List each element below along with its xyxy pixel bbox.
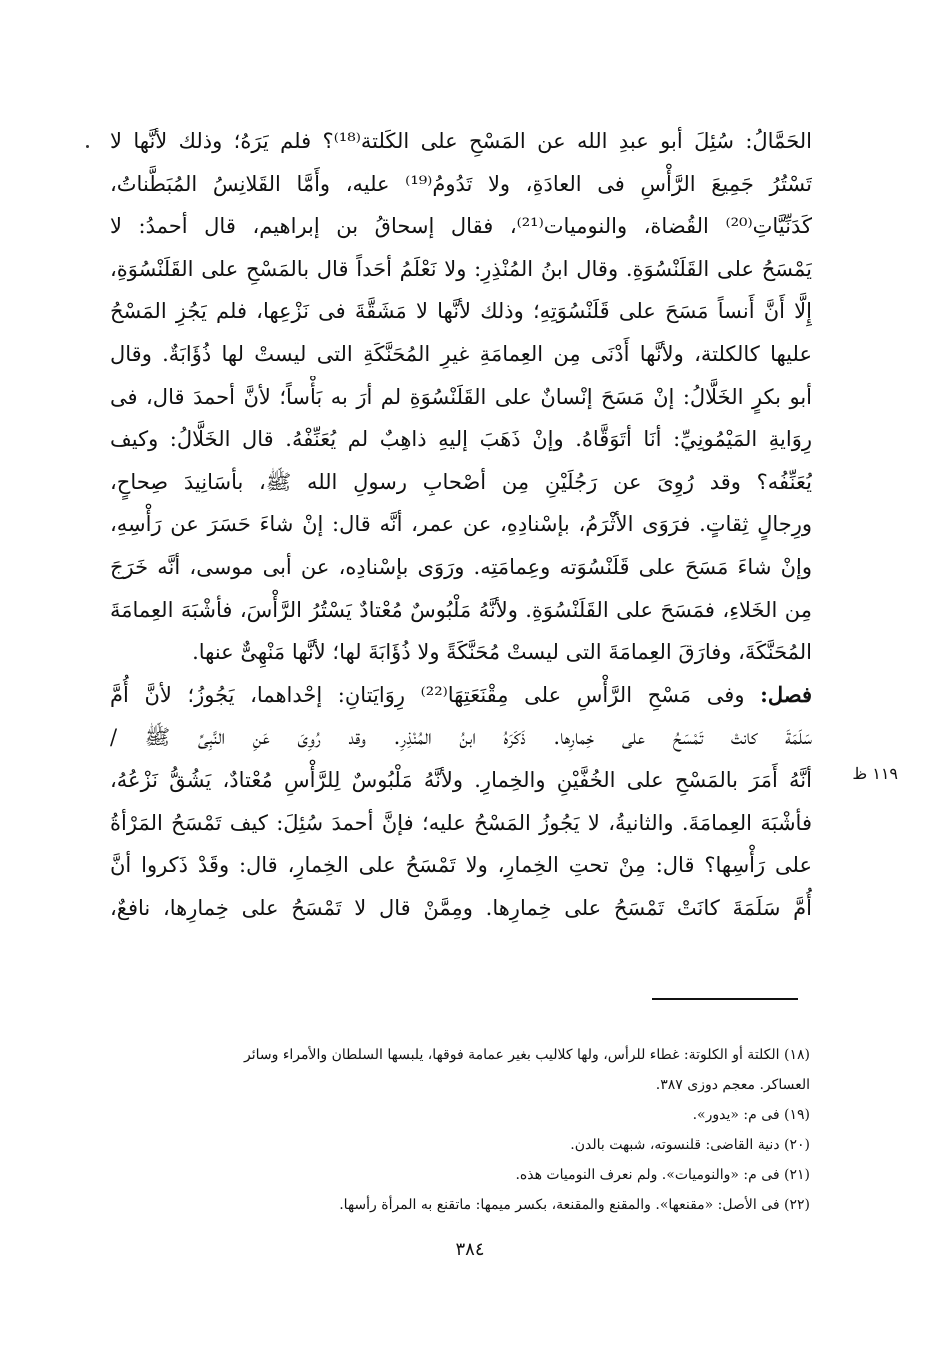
text-line: رِوَايةِ المَيْمُونِيِّ: أنَا أتَوَقَّاهُ. وإنْ ذَهَبَ إليهِ ذاهِبٌ لم يُعَنِّفْهُ. قال الخَلَّالُ: وكيف	[110, 427, 812, 452]
text-line: يَمْسَحُ على القَلَنْسُوَةِ. وقال ابنُ المُنْذِرِ: ولا نَعْلَمُ أحَداً قال بالمَسْحِ على القَلَنْسُوَةِ،	[110, 256, 812, 281]
section-label: فصل:	[760, 681, 812, 707]
text-line: مِن الخَلاءِ، فمَسَحَ على القَلَنْسُوَةِ. ولأنَّهُ مَلْبُوسٌ مُعْتادٌ يَسْتُرُ الرَّأْسَ، فأشْبَهَ العِمامَةَ	[110, 597, 812, 622]
text-line: سَلَمَةَ كانتْ تَمْسَحُ على خِمارِها. ذَكَرَهُ ابنُ المُنْذِرِ. وقد رُوِىَ عَنِ النَّبِىِّ ﷺ /	[110, 725, 812, 750]
text-line: ورِجالٍ ثِقاتٍ. فرَوَى الأثْرَمُ، بإسْنادِهِ، عن عمر، أنَّه قال: إنْ شاءَ حَسَرَ عن رَأْسِهِ،	[110, 512, 812, 537]
text-line: عليها كالكلتة، ولأنَّها أَدْنَى مِن العِمامَةِ غيرِ المُحَنَّكَةِ التى ليستْ لها ذُؤَابَةٌ. وقال	[110, 341, 812, 366]
manuscript-folio-note: ١١٩ ظ	[852, 764, 898, 783]
text-line: الحَمَّالُ: سُئِلَ أبو عبدِ الله عن المَسْحِ على الكَلتة⁽¹⁸⁾؟ فلم يَرَهُ؛ وذلك لأنَّها لا	[110, 129, 812, 153]
text-line: كَدَنِّيَّاتِ⁽²⁰⁾ القُضاة، والنوميات⁽²¹⁾، فقال إسحاقُ بن إبراهيم، قال أحمدُ: لا	[110, 214, 812, 239]
text-line-paragraph-end: المُحَنَّكَةَ، وفارَقَ العِمامَةَ التى ليستْ مُحَنَّكَةً ولا ذُؤَابَةَ لها؛ لأنَّها مَنْهِىٌّ عنها.	[192, 640, 812, 665]
text-line: وإنْ شاءَ مَسَحَ على قَلَنْسُوَته وعِمامَتِه. ورَوَى بإسْنادِه، عن أبى موسى، أنَّه خَرَجَ	[110, 554, 812, 579]
section-line-text: وفى مَسْحِ الرَّأْسِ على مِقْنَعَتِهَا⁽²²⁾ رِوَايَتانِ: إحْداهما، يَجُوزُ؛ لأنَّ أُمَّ	[110, 682, 761, 707]
footnote-line: (٢٢) فى الأصل: «مقنعها». والمقنع والمقنعة، بكسر ميمها: ماتقنع به المرأة رأسها.	[339, 1197, 810, 1213]
text-line: فأشْبَهَ العِمامَةَ. والثانيةُ، لا يَجُوزُ المَسْحُ عليه؛ فإنَّ أحمدَ سُئِلَ: كيف تَمْسَحُ المَرْأةُ	[110, 810, 812, 835]
text-line: يُعَنِّفُه؟ وقد رُوِىَ عن رَجُلَيْنِ مِن أصْحابِ رسولِ الله ﷺ، بأسَانِيدَ صِحاحٍ،	[110, 469, 812, 494]
main-text-block	[110, 120, 812, 929]
footnotes-block	[130, 1040, 810, 1220]
footnote-line: العساكر. معجم دوزى ٣٨٧.	[655, 1077, 810, 1093]
page-number: ٣٨٤	[455, 1239, 485, 1260]
text-line: أبو بكرٍ الخَلَّالُ: إنْ مَسَحَ إنْسانٌ على القَلَنْسُوَةِ لم أرَ به بَأْساً؛ لأنَّ أحمدَ قال، فى	[110, 384, 812, 409]
footnote-line: (٢٠) دنية القاضى: قلنسوته، شبهت بالدن.	[570, 1137, 810, 1153]
section-heading-line	[110, 674, 812, 717]
text-line: أُمَّ سَلَمَةَ كانَتْ تَمْسَحُ على خِمارِها. ومِمَّنْ قال لا تَمْسَحُ على خِمارِها، نافعٌ،	[110, 895, 812, 920]
text-line: أنَّهُ أَمَرَ بالمَسْحِ على الخُفَّيْنِ والخِمارِ. ولأنَّهُ مَلْبُوسٌ لِلرَّأْسِ مُعْتادٌ، يَشُقُّ نَزْعُهُ،	[110, 767, 812, 792]
footnote-line: (١٩) فى م: «يدور».	[692, 1107, 810, 1123]
text-line: تَسْتُرُ جَمِيعَ الرَّأْسِ فى العادَةِ، ولا تَدُومُ⁽¹⁹⁾ عليه، وأَمَّا القَلانِسُ المُبَطَّناتُ،	[110, 171, 812, 196]
stray-dot-mark	[86, 145, 89, 148]
text-line: على رَأْسِها؟ قال: مِنْ تحتِ الخِمارِ، ولا تَمْسَحُ على الخِمارِ، قال: وقَدْ ذَكروا أنَّ	[110, 853, 812, 878]
text-line: إِلَّا أَنَّ أَنساً مَسَحَ على قَلَنْسُوَتِهِ؛ وذلك لأنَّها لا مَشَقَّةَ فى نَزْعِها، فلم يَجُزِ المَسْحُ	[110, 299, 812, 324]
footnote-line: (٢١) فى م: «والنوميات». ولم نعرف النوميات هذه.	[515, 1167, 810, 1183]
footnote-separator	[652, 998, 798, 1000]
footnote-line: (١٨) الكلتة أو الكلوتة: غطاء للرأس، ولها كلاليب بغير عمامة فوقها، يلبسها السلطان والأمراء وسائر	[244, 1047, 810, 1063]
